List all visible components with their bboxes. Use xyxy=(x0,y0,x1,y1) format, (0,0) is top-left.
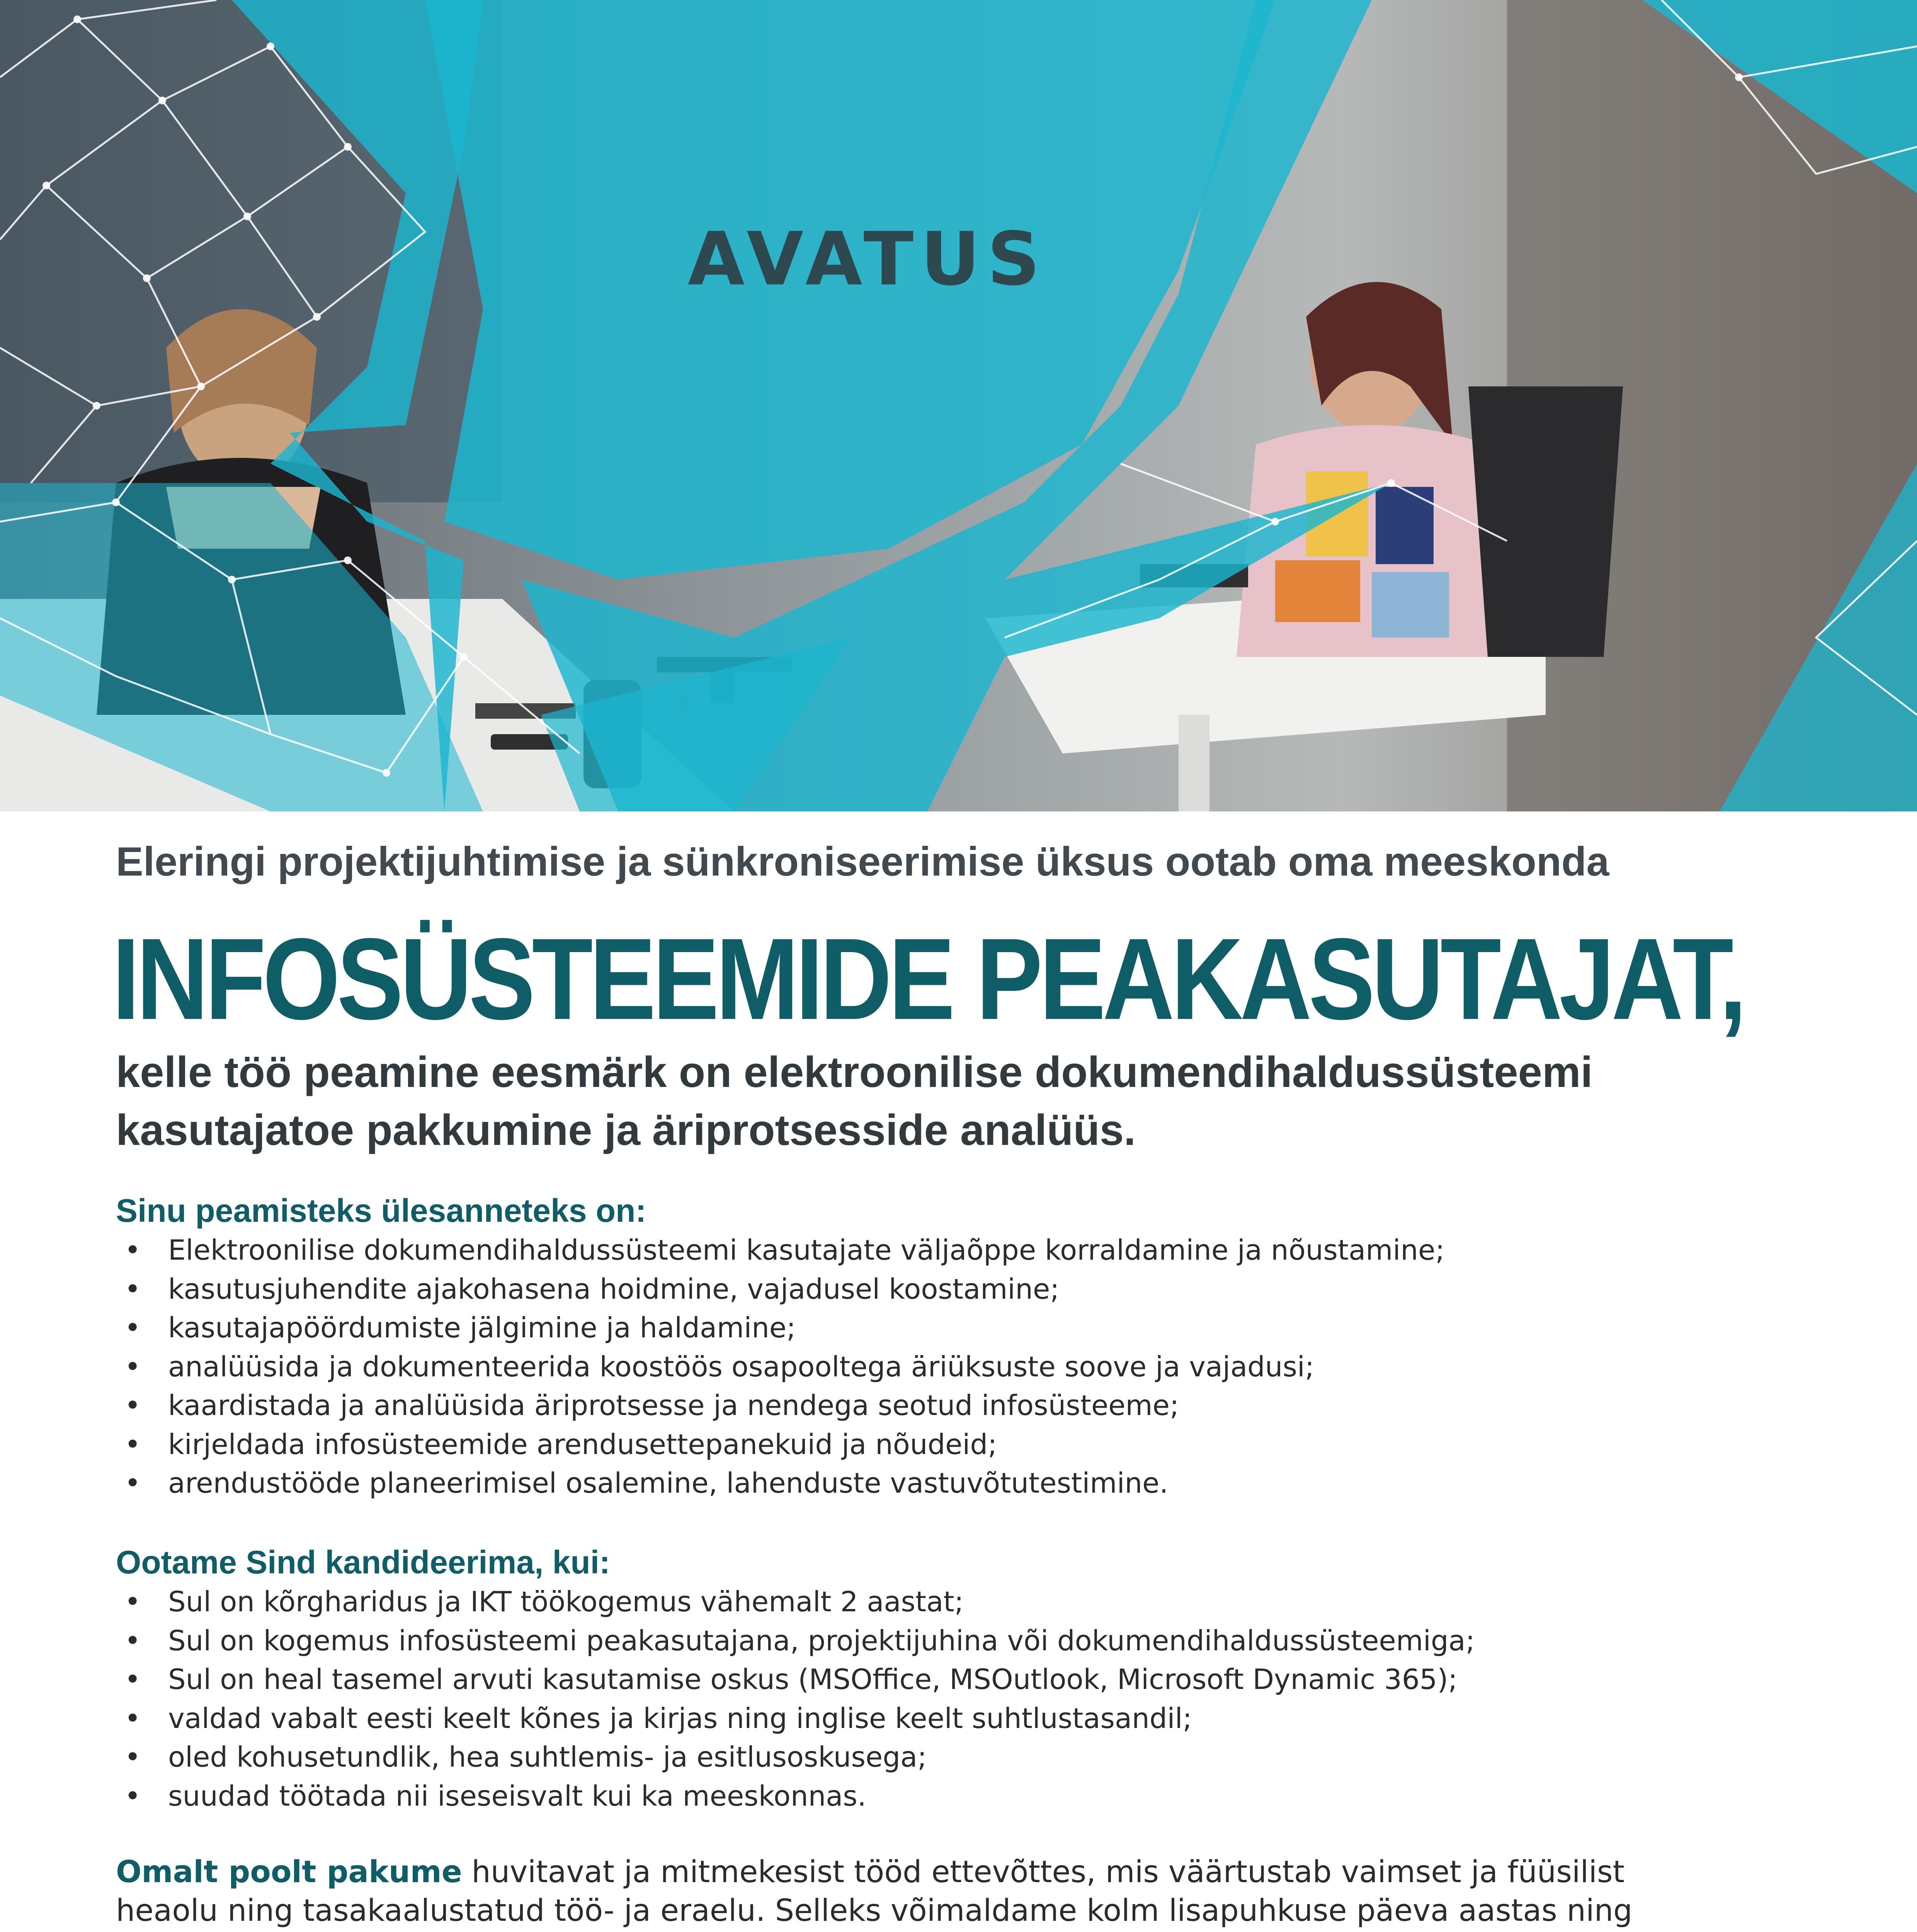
requirements-title: Ootame Sind kandideerima, kui: xyxy=(116,1544,610,1580)
list-item: • oled kohusetundlik, hea suhtlemis- ja esitlusoskusega; xyxy=(116,1738,1816,1777)
offer-line xyxy=(116,1930,1816,1932)
list-item: • kasutajapöördumiste jälgimine ja haldamine; xyxy=(116,1308,1816,1347)
subheading-line: kelle töö peamine eesmärk on elektroonilise dokumendihaldussüsteemi xyxy=(116,1048,1593,1096)
list-item: • Elektroonilise dokumendihaldussüsteemi kasutajate väljaõppe korraldamine ja nõustamine; xyxy=(116,1231,1816,1270)
offer-line: heaolu ning tasakaalustatud töö- ja eraelu. Selleks võimaldame kolm lisapuhkuse päeva aastas ning xyxy=(116,1893,1633,1928)
offer-line xyxy=(116,1853,1816,1891)
list-item: • analüüsida ja dokumenteerida koostöös osapooltega äriüksuste soove ja vajadusi; xyxy=(116,1347,1816,1386)
list-item: • Sul on heal tasemel arvuti kasutamise oskus (MSOffice, MSOutlook, Microsoft Dynamic 365); xyxy=(116,1660,1816,1699)
list-item: • Sul on kogemus infosüsteemi peakasutajana, projektijuhina või dokumendihaldussüsteemiga; xyxy=(116,1621,1816,1660)
list-item: • kirjeldada infosüsteemide arendusettepanekuid ja nõudeid; xyxy=(116,1425,1816,1464)
list-item: • valdad vabalt eesti keelt kõnes ja kirjas ning inglise keelt suhtlustasandil; xyxy=(116,1699,1816,1738)
requirements-list xyxy=(116,1582,1816,1815)
list-item: • kaardistada ja analüüsida äriprotsesse ja nendega seotud infosüsteeme; xyxy=(116,1386,1816,1425)
offer-lead: Omalt poolt pakume xyxy=(116,1855,462,1889)
tasks-list xyxy=(116,1231,1816,1503)
subheading-line: kasutajatoe pakkumine ja äriprotsesside analüüs. xyxy=(116,1106,1136,1154)
header-photo xyxy=(0,0,1917,811)
list-item: • kasutusjuhendite ajakohasena hoidmine, vajadusel koostamine; xyxy=(116,1270,1816,1309)
list-item: • arendustööde planeerimisel osalemine, lahenduste vastuvõtutestimine. xyxy=(116,1464,1816,1503)
glass-sign-text: AVATUS xyxy=(688,216,1047,302)
job-title-headline: INFOSÜSTEEMIDE PEAKASUTAJAT, xyxy=(112,914,1744,1044)
subheading xyxy=(116,1043,1816,1159)
list-item: • Sul on kõrgharidus ja IKT töökogemus vähemalt 2 aastat; xyxy=(116,1582,1816,1621)
list-item: • suudad töötada nii iseseisvalt kui ka meeskonnas. xyxy=(116,1777,1816,1816)
intro-text: Eleringi projektijuhtimise ja sünkroniseerimise üksus ootab oma meeskonda xyxy=(116,839,1609,884)
offer-paragraph xyxy=(116,1853,1816,1932)
offer-text: huvitavat ja mitmekesist tööd ettevõttes, mis väärtustab vaimset ja füüsilist xyxy=(462,1855,1625,1889)
tasks-title: Sinu peamisteks ülesanneteks on: xyxy=(116,1192,646,1229)
office-scene-illustration xyxy=(0,0,1917,811)
